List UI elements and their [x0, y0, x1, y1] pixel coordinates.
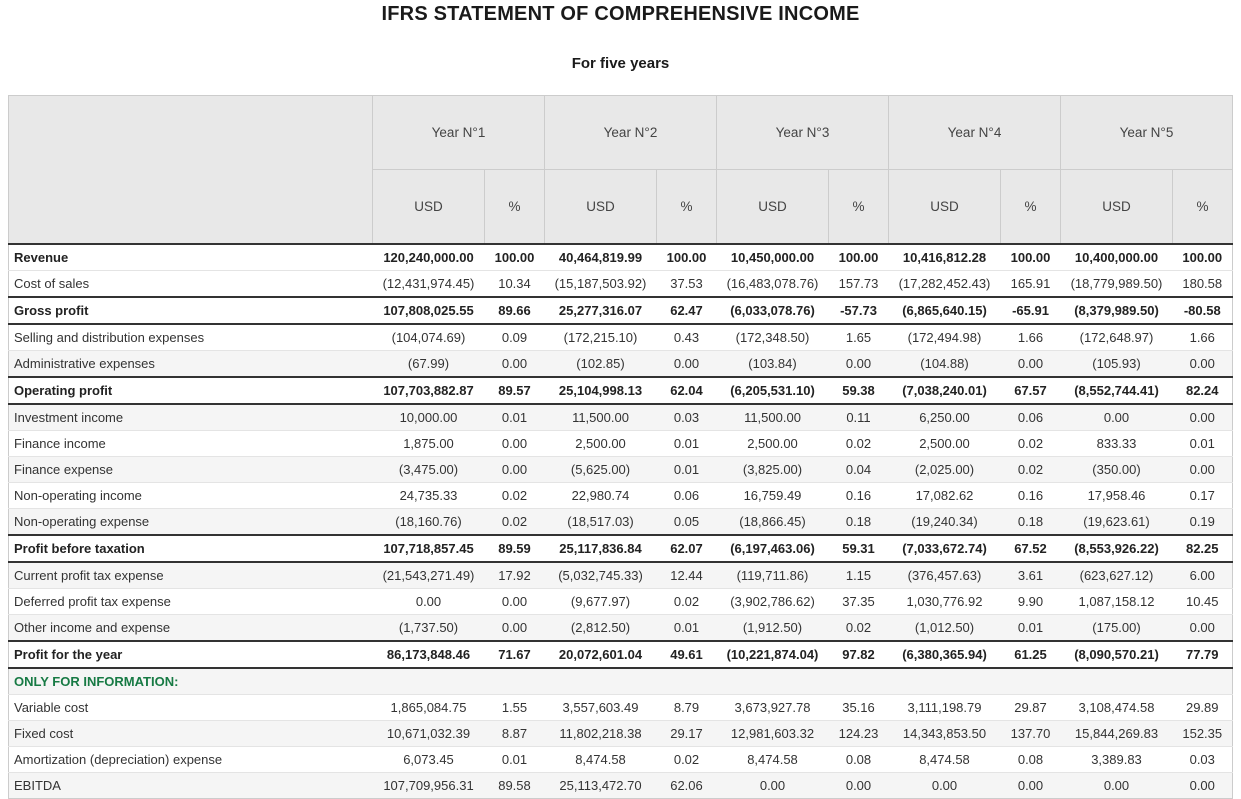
- pct-value: 77.79: [1173, 641, 1233, 668]
- pct-value: 100.00: [1173, 244, 1233, 271]
- pct-value: 0.00: [1001, 773, 1061, 799]
- usd-value: (6,380,365.94): [889, 641, 1001, 668]
- row-label: Profit before taxation: [9, 535, 373, 562]
- pct-value: 82.24: [1173, 377, 1233, 404]
- table-row: [9, 589, 1233, 615]
- row-label: Finance income: [9, 431, 373, 457]
- usd-value: (1,912.50): [717, 615, 829, 642]
- row-label: Operating profit: [9, 377, 373, 404]
- usd-value: 10,450,000.00: [717, 244, 829, 271]
- year-header: Year N°3: [717, 96, 889, 170]
- usd-value: 107,703,882.87: [373, 377, 485, 404]
- row-label: ONLY FOR INFORMATION:: [9, 668, 373, 695]
- page-title: IFRS STATEMENT OF COMPREHENSIVE INCOME: [381, 3, 860, 25]
- usd-value: (18,779,989.50): [1061, 271, 1173, 298]
- usd-value: 40,464,819.99: [545, 244, 657, 271]
- table-row: [9, 457, 1233, 483]
- pct-value: -57.73: [829, 297, 889, 324]
- pct-value: 0.02: [1001, 431, 1061, 457]
- usd-value: [545, 668, 657, 695]
- pct-value: 0.01: [485, 404, 545, 431]
- usd-value: [1061, 668, 1173, 695]
- usd-value: 0.00: [717, 773, 829, 799]
- table-row: [9, 377, 1233, 404]
- pct-header: %: [657, 170, 717, 245]
- pct-value: 0.01: [657, 431, 717, 457]
- pct-value: 0.18: [829, 509, 889, 536]
- usd-value: [717, 668, 829, 695]
- usd-value: 2,500.00: [889, 431, 1001, 457]
- usd-value: (102.85): [545, 351, 657, 378]
- usd-value: 15,844,269.83: [1061, 721, 1173, 747]
- usd-value: 0.00: [1061, 773, 1173, 799]
- pct-value: 3.61: [1001, 562, 1061, 589]
- table-row: [9, 244, 1233, 271]
- pct-header: %: [1001, 170, 1061, 245]
- row-label: Finance expense: [9, 457, 373, 483]
- pct-value: 0.01: [657, 615, 717, 642]
- usd-value: (350.00): [1061, 457, 1173, 483]
- pct-value: 0.03: [657, 404, 717, 431]
- pct-value: 0.02: [485, 483, 545, 509]
- usd-value: (6,205,531.10): [717, 377, 829, 404]
- usd-value: 107,808,025.55: [373, 297, 485, 324]
- usd-value: 0.00: [889, 773, 1001, 799]
- table-row: [9, 297, 1233, 324]
- usd-value: 107,709,956.31: [373, 773, 485, 799]
- row-label: Gross profit: [9, 297, 373, 324]
- pct-value: 89.57: [485, 377, 545, 404]
- pct-value: 137.70: [1001, 721, 1061, 747]
- usd-value: [889, 668, 1001, 695]
- year-header: Year N°4: [889, 96, 1061, 170]
- usd-value: 24,735.33: [373, 483, 485, 509]
- pct-value: [657, 668, 717, 695]
- pct-value: 97.82: [829, 641, 889, 668]
- usd-value: (1,737.50): [373, 615, 485, 642]
- usd-value: (1,012.50): [889, 615, 1001, 642]
- pct-value: 67.52: [1001, 535, 1061, 562]
- pct-value: 0.08: [1001, 747, 1061, 773]
- table-row: [9, 773, 1233, 799]
- pct-value: 0.00: [485, 431, 545, 457]
- pct-value: 35.16: [829, 695, 889, 721]
- corner-cell: [9, 96, 373, 245]
- usd-value: 0.00: [373, 589, 485, 615]
- year-header: Year N°5: [1061, 96, 1233, 170]
- usd-value: (12,431,974.45): [373, 271, 485, 298]
- pct-header: %: [485, 170, 545, 245]
- usd-value: (5,625.00): [545, 457, 657, 483]
- usd-value: 10,000.00: [373, 404, 485, 431]
- table-row: [9, 747, 1233, 773]
- usd-value: (18,866.45): [717, 509, 829, 536]
- usd-value: 3,389.83: [1061, 747, 1173, 773]
- pct-value: 0.00: [1001, 351, 1061, 378]
- usd-value: (18,160.76): [373, 509, 485, 536]
- pct-header: %: [1173, 170, 1233, 245]
- table-row: [9, 721, 1233, 747]
- usd-value: 0.00: [1061, 404, 1173, 431]
- pct-value: 100.00: [1001, 244, 1061, 271]
- usd-header: USD: [373, 170, 485, 245]
- pct-value: 29.17: [657, 721, 717, 747]
- pct-value: 0.00: [485, 351, 545, 378]
- usd-value: (172,494.98): [889, 324, 1001, 351]
- usd-value: 25,277,316.07: [545, 297, 657, 324]
- row-label: Revenue: [9, 244, 373, 271]
- pct-value: 8.79: [657, 695, 717, 721]
- pct-value: 1.66: [1001, 324, 1061, 351]
- pct-value: 100.00: [829, 244, 889, 271]
- pct-value: 0.02: [829, 615, 889, 642]
- table-row: [9, 483, 1233, 509]
- usd-value: 16,759.49: [717, 483, 829, 509]
- pct-value: 6.00: [1173, 562, 1233, 589]
- row-label: Other income and expense: [9, 615, 373, 642]
- pct-value: 62.47: [657, 297, 717, 324]
- usd-value: 1,865,084.75: [373, 695, 485, 721]
- pct-value: 89.58: [485, 773, 545, 799]
- usd-value: (3,902,786.62): [717, 589, 829, 615]
- usd-value: 1,875.00: [373, 431, 485, 457]
- table-row: [9, 351, 1233, 378]
- pct-value: 100.00: [485, 244, 545, 271]
- usd-value: (3,475.00): [373, 457, 485, 483]
- usd-value: (376,457.63): [889, 562, 1001, 589]
- table-row: [9, 404, 1233, 431]
- usd-value: 14,343,853.50: [889, 721, 1001, 747]
- usd-value: (15,187,503.92): [545, 271, 657, 298]
- usd-value: 11,802,218.38: [545, 721, 657, 747]
- usd-value: 22,980.74: [545, 483, 657, 509]
- usd-value: 3,111,198.79: [889, 695, 1001, 721]
- row-label: Profit for the year: [9, 641, 373, 668]
- usd-value: (8,379,989.50): [1061, 297, 1173, 324]
- pct-value: 0.00: [829, 773, 889, 799]
- usd-value: (2,812.50): [545, 615, 657, 642]
- pct-value: 124.23: [829, 721, 889, 747]
- usd-value: (172,215.10): [545, 324, 657, 351]
- usd-value: (19,240.34): [889, 509, 1001, 536]
- usd-header: USD: [545, 170, 657, 245]
- pct-value: 0.03: [1173, 747, 1233, 773]
- pct-value: 62.04: [657, 377, 717, 404]
- pct-value: 59.38: [829, 377, 889, 404]
- usd-value: 10,400,000.00: [1061, 244, 1173, 271]
- pct-value: 100.00: [657, 244, 717, 271]
- table-row: [9, 271, 1233, 298]
- usd-value: 6,250.00: [889, 404, 1001, 431]
- pct-value: 9.90: [1001, 589, 1061, 615]
- usd-value: (119,711.86): [717, 562, 829, 589]
- pct-value: 67.57: [1001, 377, 1061, 404]
- pct-value: 0.06: [657, 483, 717, 509]
- usd-value: 3,108,474.58: [1061, 695, 1173, 721]
- table-row: [9, 695, 1233, 721]
- pct-header: %: [829, 170, 889, 245]
- pct-value: 0.08: [829, 747, 889, 773]
- row-label: Non-operating income: [9, 483, 373, 509]
- pct-value: 0.16: [829, 483, 889, 509]
- table-row: [9, 615, 1233, 642]
- usd-value: 8,474.58: [717, 747, 829, 773]
- table-row: [9, 535, 1233, 562]
- year-header-row: [9, 96, 1233, 170]
- table-row: [9, 641, 1233, 668]
- pct-value: 0.17: [1173, 483, 1233, 509]
- pct-value: 1.55: [485, 695, 545, 721]
- usd-value: (7,033,672.74): [889, 535, 1001, 562]
- pct-value: 0.43: [657, 324, 717, 351]
- usd-value: (104,074.69): [373, 324, 485, 351]
- pct-value: 0.02: [1001, 457, 1061, 483]
- pct-value: 0.02: [829, 431, 889, 457]
- usd-value: (9,677.97): [545, 589, 657, 615]
- pct-value: 0.00: [1173, 457, 1233, 483]
- usd-value: (105.93): [1061, 351, 1173, 378]
- usd-header: USD: [889, 170, 1001, 245]
- pct-value: 37.35: [829, 589, 889, 615]
- usd-value: (104.88): [889, 351, 1001, 378]
- row-label: Non-operating expense: [9, 509, 373, 536]
- pct-value: 0.19: [1173, 509, 1233, 536]
- row-label: Selling and distribution expenses: [9, 324, 373, 351]
- pct-value: 0.00: [485, 615, 545, 642]
- usd-value: (10,221,874.04): [717, 641, 829, 668]
- pct-value: 10.45: [1173, 589, 1233, 615]
- pct-value: 157.73: [829, 271, 889, 298]
- pct-value: 10.34: [485, 271, 545, 298]
- table-header: [9, 96, 1233, 245]
- usd-value: (8,090,570.21): [1061, 641, 1173, 668]
- row-label: Deferred profit tax expense: [9, 589, 373, 615]
- row-label: Cost of sales: [9, 271, 373, 298]
- table-row: [9, 509, 1233, 536]
- pct-value: 0.00: [829, 351, 889, 378]
- pct-value: 0.04: [829, 457, 889, 483]
- pct-value: 1.66: [1173, 324, 1233, 351]
- pct-value: 89.59: [485, 535, 545, 562]
- usd-value: 2,500.00: [545, 431, 657, 457]
- usd-value: 10,671,032.39: [373, 721, 485, 747]
- usd-value: 17,082.62: [889, 483, 1001, 509]
- pct-value: 0.02: [657, 747, 717, 773]
- pct-value: 1.15: [829, 562, 889, 589]
- usd-header: USD: [717, 170, 829, 245]
- pct-value: 17.92: [485, 562, 545, 589]
- usd-value: (103.84): [717, 351, 829, 378]
- pct-value: -65.91: [1001, 297, 1061, 324]
- usd-value: (8,552,744.41): [1061, 377, 1173, 404]
- pct-value: -80.58: [1173, 297, 1233, 324]
- row-label: EBITDA: [9, 773, 373, 799]
- usd-value: (3,825.00): [717, 457, 829, 483]
- pct-value: 0.09: [485, 324, 545, 351]
- usd-value: (175.00): [1061, 615, 1173, 642]
- table-body: [9, 244, 1233, 799]
- usd-value: (18,517.03): [545, 509, 657, 536]
- pct-value: 37.53: [657, 271, 717, 298]
- table-row: [9, 562, 1233, 589]
- row-label: Administrative expenses: [9, 351, 373, 378]
- usd-value: (172,348.50): [717, 324, 829, 351]
- pct-value: 29.89: [1173, 695, 1233, 721]
- pct-value: [1001, 668, 1061, 695]
- statement-table: [8, 95, 1233, 799]
- usd-value: (6,865,640.15): [889, 297, 1001, 324]
- pct-value: 0.00: [1173, 615, 1233, 642]
- usd-value: (172,648.97): [1061, 324, 1173, 351]
- usd-value: 25,113,472.70: [545, 773, 657, 799]
- usd-value: (7,038,240.01): [889, 377, 1001, 404]
- usd-value: 6,073.45: [373, 747, 485, 773]
- usd-value: 8,474.58: [545, 747, 657, 773]
- pct-value: 0.01: [485, 747, 545, 773]
- pct-value: 49.61: [657, 641, 717, 668]
- pct-value: 89.66: [485, 297, 545, 324]
- pct-value: 0.00: [657, 351, 717, 378]
- usd-value: 17,958.46: [1061, 483, 1173, 509]
- pct-value: 0.00: [1173, 404, 1233, 431]
- usd-value: (6,033,078.76): [717, 297, 829, 324]
- pct-value: 0.00: [1173, 773, 1233, 799]
- usd-value: 3,673,927.78: [717, 695, 829, 721]
- usd-value: (8,553,926.22): [1061, 535, 1173, 562]
- usd-value: [373, 668, 485, 695]
- usd-value: 3,557,603.49: [545, 695, 657, 721]
- usd-header: USD: [1061, 170, 1173, 245]
- pct-value: 8.87: [485, 721, 545, 747]
- usd-value: 8,474.58: [889, 747, 1001, 773]
- usd-value: 1,087,158.12: [1061, 589, 1173, 615]
- usd-value: (16,483,078.76): [717, 271, 829, 298]
- pct-value: 71.67: [485, 641, 545, 668]
- usd-value: 25,104,998.13: [545, 377, 657, 404]
- pct-value: 0.05: [657, 509, 717, 536]
- usd-value: 107,718,857.45: [373, 535, 485, 562]
- usd-value: 20,072,601.04: [545, 641, 657, 668]
- pct-value: 0.06: [1001, 404, 1061, 431]
- pct-value: 12.44: [657, 562, 717, 589]
- usd-value: 1,030,776.92: [889, 589, 1001, 615]
- table-row: [9, 431, 1233, 457]
- usd-value: (5,032,745.33): [545, 562, 657, 589]
- usd-value: 11,500.00: [717, 404, 829, 431]
- usd-value: 120,240,000.00: [373, 244, 485, 271]
- pct-value: 1.65: [829, 324, 889, 351]
- row-label: Current profit tax expense: [9, 562, 373, 589]
- pct-value: 0.00: [1173, 351, 1233, 378]
- pct-value: 29.87: [1001, 695, 1061, 721]
- pct-value: 59.31: [829, 535, 889, 562]
- usd-value: 25,117,836.84: [545, 535, 657, 562]
- pct-value: [485, 668, 545, 695]
- usd-value: (2,025.00): [889, 457, 1001, 483]
- pct-value: 0.01: [657, 457, 717, 483]
- usd-value: 12,981,603.32: [717, 721, 829, 747]
- pct-value: 62.06: [657, 773, 717, 799]
- row-label: Fixed cost: [9, 721, 373, 747]
- usd-value: (67.99): [373, 351, 485, 378]
- pct-value: 0.01: [1001, 615, 1061, 642]
- usd-value: (6,197,463.06): [717, 535, 829, 562]
- pct-value: [829, 668, 889, 695]
- pct-value: 82.25: [1173, 535, 1233, 562]
- pct-value: 0.02: [485, 509, 545, 536]
- pct-value: 0.00: [485, 589, 545, 615]
- row-label: Investment income: [9, 404, 373, 431]
- usd-value: 2,500.00: [717, 431, 829, 457]
- table-row: [9, 324, 1233, 351]
- row-label: Amortization (depreciation) expense: [9, 747, 373, 773]
- pct-value: 0.16: [1001, 483, 1061, 509]
- usd-value: 833.33: [1061, 431, 1173, 457]
- pct-value: 0.11: [829, 404, 889, 431]
- year-header: Year N°1: [373, 96, 545, 170]
- pct-value: 0.01: [1173, 431, 1233, 457]
- page-subtitle: For five years: [571, 55, 670, 72]
- usd-value: (17,282,452.43): [889, 271, 1001, 298]
- pct-value: 62.07: [657, 535, 717, 562]
- usd-value: (19,623.61): [1061, 509, 1173, 536]
- pct-value: 165.91: [1001, 271, 1061, 298]
- usd-value: 86,173,848.46: [373, 641, 485, 668]
- pct-value: 61.25: [1001, 641, 1061, 668]
- table-row: [9, 668, 1233, 695]
- pct-value: 180.58: [1173, 271, 1233, 298]
- usd-value: 10,416,812.28: [889, 244, 1001, 271]
- pct-value: 0.00: [485, 457, 545, 483]
- year-header: Year N°2: [545, 96, 717, 170]
- pct-value: 0.18: [1001, 509, 1061, 536]
- pct-value: 0.02: [657, 589, 717, 615]
- pct-value: 152.35: [1173, 721, 1233, 747]
- pct-value: [1173, 668, 1233, 695]
- usd-value: (623,627.12): [1061, 562, 1173, 589]
- usd-value: (21,543,271.49): [373, 562, 485, 589]
- row-label: Variable cost: [9, 695, 373, 721]
- usd-value: 11,500.00: [545, 404, 657, 431]
